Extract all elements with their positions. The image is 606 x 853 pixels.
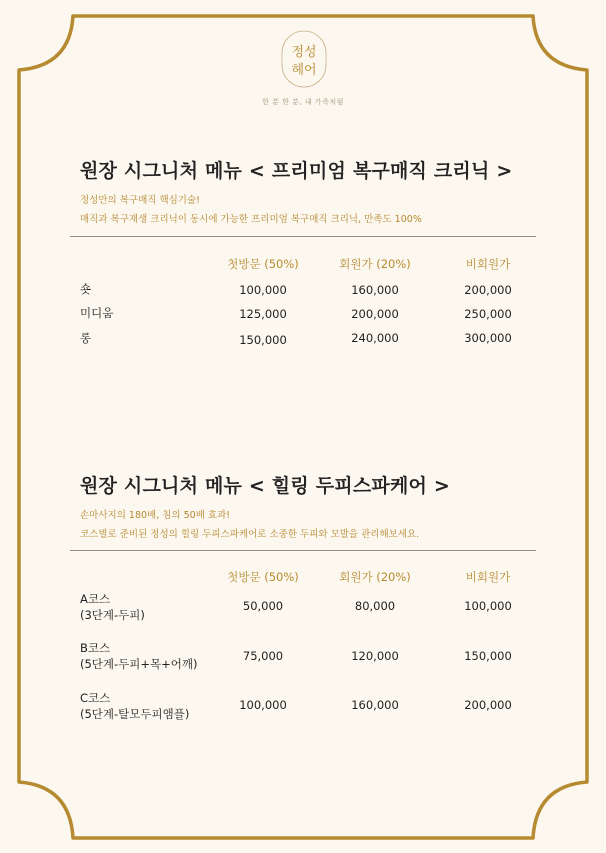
brand-slogan: 한 분 한 분, 내 가족처럼 (262, 98, 344, 106)
svg-text:정성: 정성 (291, 45, 317, 60)
price-cell: 200,000 (351, 307, 399, 321)
section-desc-line: 정성만의 복구매직 핵심기술! (80, 195, 200, 206)
divider (70, 550, 536, 551)
svg-text:헤어: 헤어 (291, 63, 317, 78)
header-first-visit: 첫방문 (50%) (227, 257, 299, 271)
section-title-scalp-spa: 원장 시그니처 메뉴 < 힐링 두피스파케어 > (80, 475, 450, 497)
price-cell: 200,000 (464, 698, 512, 712)
brand-logo (281, 30, 327, 88)
price-cell: 100,000 (239, 283, 287, 297)
course-detail: (3단계-두피) (80, 608, 145, 622)
row-name-course-b (80, 640, 197, 672)
section-desc-line: 매직과 복구재생 크리닉이 동시에 가능한 프리미엄 복구매직 크리닉, 만족도 100% (80, 214, 422, 225)
section-desc-line: 코스별로 준비된 정성의 힐링 두피스파케어로 소중한 두피와 모발을 관리해보세요. (80, 529, 420, 540)
price-cell: 50,000 (242, 599, 284, 613)
price-cell: 100,000 (239, 698, 287, 712)
price-cell: 160,000 (351, 283, 399, 297)
price-cell: 150,000 (464, 649, 512, 663)
divider (70, 236, 536, 237)
header-member-price: 회원가 (20%) (339, 257, 411, 271)
course-label: A코스 (80, 592, 111, 606)
price-cell: 250,000 (464, 307, 512, 321)
price-cell: 160,000 (351, 698, 399, 712)
price-cell: 300,000 (464, 331, 512, 345)
price-cell: 75,000 (242, 649, 284, 663)
price-cell: 120,000 (351, 649, 399, 663)
price-cell: 80,000 (354, 599, 396, 613)
price-cell: 200,000 (464, 283, 512, 297)
row-name-long: 롱 (80, 331, 92, 345)
section-desc-line: 손마사지의 180배, 침의 50배 효과! (80, 510, 231, 521)
price-cell: 150,000 (239, 333, 287, 347)
header-nonmember-price: 비회원가 (465, 257, 511, 271)
course-label: B코스 (80, 641, 111, 655)
price-cell: 125,000 (239, 307, 287, 321)
row-name-course-c (80, 690, 189, 722)
row-name-medium: 미디움 (80, 306, 114, 320)
row-name-short: 숏 (80, 282, 92, 296)
row-name-course-a (80, 591, 145, 623)
course-detail: (5단계-탈모두피앰플) (80, 707, 190, 721)
course-label: C코스 (80, 691, 111, 705)
price-cell: 240,000 (351, 331, 399, 345)
section-title-recovery-magic: 원장 시그니처 메뉴 < 프리미엄 복구매직 크리닉 > (80, 160, 513, 182)
header-nonmember-price: 비회원가 (465, 570, 511, 584)
header-first-visit: 첫방문 (50%) (227, 570, 299, 584)
price-cell: 100,000 (464, 599, 512, 613)
header-member-price: 회원가 (20%) (339, 570, 411, 584)
course-detail: (5단계-두피+목+어깨) (80, 657, 198, 671)
